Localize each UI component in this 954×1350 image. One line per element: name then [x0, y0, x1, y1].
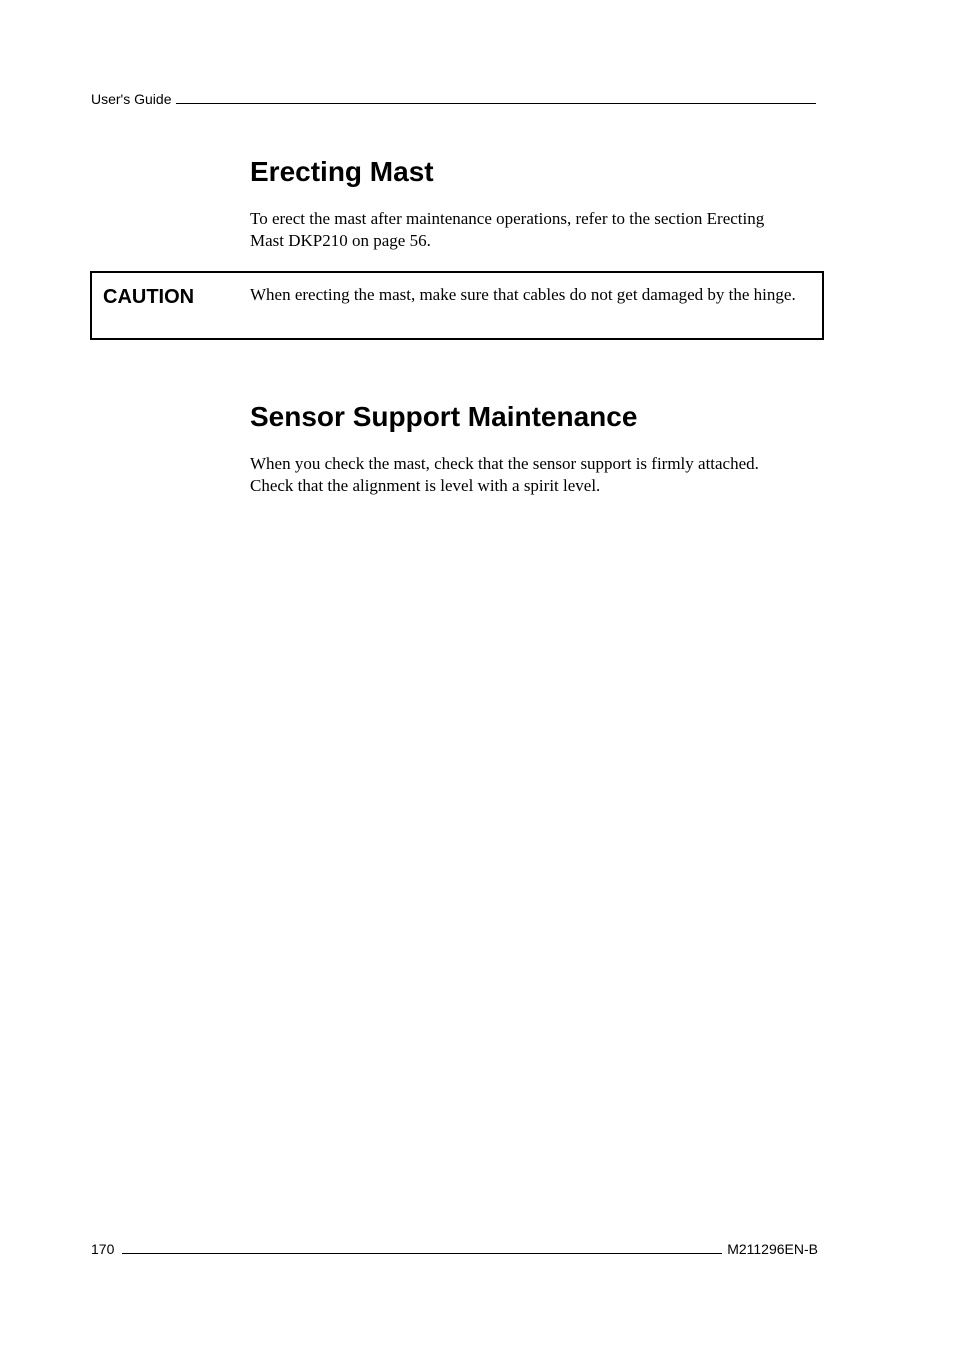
header-rule — [176, 103, 816, 104]
page-number: 170 — [91, 1241, 115, 1257]
section-heading-erecting-mast: Erecting Mast — [250, 156, 434, 187]
caution-box — [90, 271, 824, 340]
section-heading-sensor-support: Sensor Support Maintenance — [250, 401, 638, 432]
page-header — [91, 90, 816, 108]
section-paragraph-sensor-support: When you check the mast, check that the sensor support is firmly attached. Check that the alignment is level with a spirit level. — [250, 454, 759, 495]
caution-text: When erecting the mast, make sure that cables do not get damaged by the hinge. — [250, 285, 796, 304]
caution-label: CAUTION — [103, 286, 195, 308]
section-paragraph-erecting-mast: To erect the mast after maintenance operations, refer to the section Erecting Mast DKP210 on page 56. — [250, 209, 765, 250]
document-code: M211296EN-B — [727, 1241, 818, 1257]
footer-rule — [122, 1253, 722, 1254]
header-title: User's Guide — [91, 91, 172, 107]
page-footer — [91, 1240, 818, 1258]
